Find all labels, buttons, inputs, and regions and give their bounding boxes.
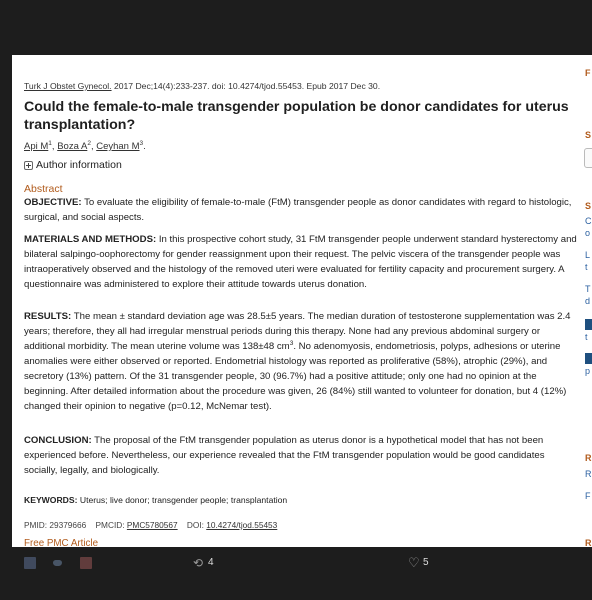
twitter-icon[interactable] [52,557,64,569]
citation-details: 2017 Dec;14(4):233-237. doi: 10.4274/tjod.55453. Epub 2017 Dec 30. [111,81,381,91]
sidebar-fragment[interactable]: p [585,366,591,376]
google-plus-icon[interactable] [80,557,92,569]
sidebar-fragment[interactable]: t [585,262,588,272]
sidebar-fragment[interactable]: d [585,296,591,306]
sidebar-input-fragment[interactable] [584,148,592,168]
sidebar-fragment: S [585,201,592,211]
tweet-action-bar [12,547,592,579]
pmcid-label: PMCID: [95,520,125,530]
journal-link[interactable]: Turk J Obstet Gynecol. [24,81,112,91]
author-link[interactable]: Boza A [57,141,88,153]
heart-icon[interactable]: ♡ [408,555,420,570]
sidebar-fragment[interactable]: F [585,491,591,501]
facebook-icon[interactable] [24,557,36,569]
sidebar-fragment[interactable]: o [585,228,591,238]
methods-text: In this prospective cohort study, 31 FtM transgender people underwent standard hysterectomy and bilateral salpingo-oophorectomy for gender reassignment upon their request. The pelvic viscera of the transgender people was intraoperatively observed and the histology of the removed uteri were evaluated for fertility capacity and procurement surgery. A questionnaire was administered to explore their attitude towards uterus donation. [24,234,577,290]
keywords-label: KEYWORDS: [24,495,78,505]
conclusion-label: CONCLUSION: [24,435,92,446]
author-affiliation: 1 [48,140,52,147]
results-text: The mean ± standard deviation age was 28.5±5 years. The median duration of testosterone supplementation was 2.4 years; therefore, they all had irregular menstrual periods during this therapy. None had any previous abdominal surgery or additional morbidity. The mean uterine volume was 138±48 cm [24,311,571,352]
sidebar-fragment: R [585,453,592,463]
sidebar-fragment: F [585,68,591,78]
like-count: 5 [423,557,429,568]
author-link[interactable]: Ceyhan M [96,141,140,153]
doi-label: DOI: [186,520,204,530]
sidebar-fragment: R [585,538,592,547]
screenshot-panel [12,55,592,547]
abstract-methods [24,232,580,292]
objective-label: OBJECTIVE: [24,197,82,208]
conclusion-text: The proposal of the FtM transgender population as uterus donor is a hypothetical model that has not been experienced before. Nevertheless, our experience revealed that the FtM transgender population would be good candidates socially, legally, and biologically. [24,435,545,476]
methods-label: MATERIALS AND METHODS: [24,234,157,245]
abstract-conclusion [24,433,580,478]
sidebar-fragment[interactable]: t [585,332,588,342]
author-information-label: Author information [36,159,122,171]
abstract-heading: Abstract [24,183,63,195]
author-link[interactable]: Api M [24,141,49,153]
author-affiliation: 3 [139,140,144,147]
results-text-cont: . No adenomyosis, endometriosis, polyps, adhesions or uterine anomalies were either observed or reported. Endometrial histology was reported as proliferative (58%), atrophic (29%), and secretory (13%) pattern. Of the 31 transgender people, 30 (96.7%) had a positive attitude; only one had no opinion at the beginning. After detailed information about the procedure was given, 26 (84%) still wanted to volunteer for donation, but 4 (12%) changed their opinion to negative (p=0.12, McNemar test). [24,341,567,412]
pmcid-link[interactable]: PMC5780567 [126,520,178,530]
free-pmc-article-link[interactable]: Free PMC Article [24,538,99,547]
author-list: Api $M^1$, Boza $A^2$, Ceyhan $M^3$. [24,140,146,153]
abstract-results [24,309,580,414]
keywords-text: Uterus; live donor; transgender people; transplantation [77,495,288,505]
sidebar-fragment[interactable]: C [585,216,592,226]
retweet-icon[interactable]: ⟲ [193,556,204,570]
results-label: RESULTS: [24,311,72,322]
pmid: PMID: 29379666 [24,520,87,530]
results-superscript: 3 [289,339,294,347]
sidebar-fragment: S [585,130,592,140]
citation [24,81,380,91]
article-identifiers [24,520,277,530]
sidebar-fragment[interactable]: T [585,284,591,294]
doi-link[interactable]: 10.4274/tjod.55453 [206,520,278,530]
article-title: Could the female-to-male transgender population be donor candidates for uterus transplantation? [24,99,569,133]
sidebar-fragment[interactable]: R [585,469,592,479]
author-information-toggle[interactable] [24,159,122,171]
abstract-objective [24,195,580,225]
retweet-count: 4 [208,557,214,568]
objective-text: To evaluate the eligibility of female-to-male (FtM) transgender people as donor candidates with regard to histologic, surgical, and social aspects. [24,197,572,223]
sidebar-badge-fragment [585,319,592,330]
sidebar-fragment[interactable]: L [585,250,591,260]
expand-plus-icon [24,161,33,170]
author-affiliation: 2 [87,140,91,147]
keywords [24,495,287,505]
sidebar-badge-fragment [585,353,592,364]
